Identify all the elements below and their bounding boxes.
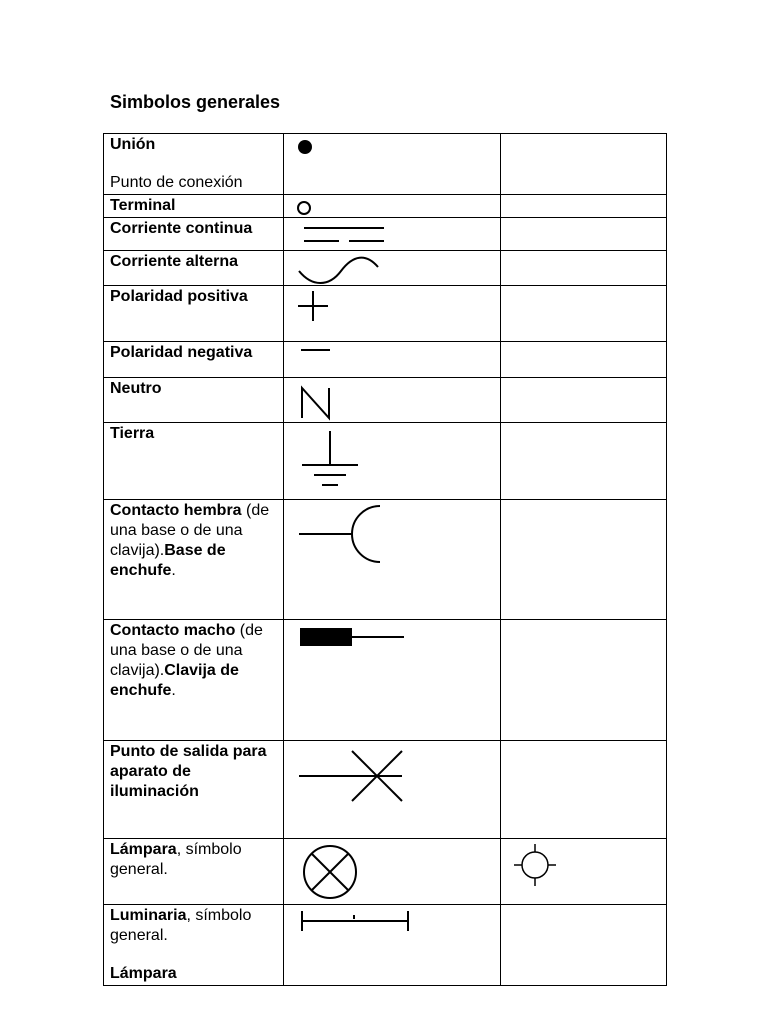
symbol-name: Luminaria — [110, 907, 187, 924]
luminaire-icon — [284, 905, 500, 986]
symbol-name-cell — [104, 741, 284, 839]
symbol-cell — [284, 620, 501, 741]
symbol-description: (de una base o de una clavija). — [110, 502, 270, 559]
symbol-name-cell — [104, 423, 284, 500]
female-contact-icon — [284, 500, 500, 620]
symbol-cell — [284, 741, 501, 839]
symbols-table — [103, 133, 667, 986]
symbol-cell — [284, 839, 501, 905]
table-row — [104, 839, 667, 905]
alt-symbol-cell — [501, 218, 667, 251]
symbol-name: Punto de salida para aparato de iluminación — [110, 743, 267, 800]
ground-icon — [284, 423, 500, 500]
table-row — [104, 342, 667, 378]
lighting-outlet-icon — [284, 741, 500, 839]
alt-symbol-cell — [501, 500, 667, 620]
page-title: Simbolos generales — [110, 92, 281, 112]
table-row — [104, 905, 667, 986]
symbol-name-cell — [104, 134, 284, 195]
symbol-name-cell — [104, 620, 284, 741]
symbol-name-cell — [104, 905, 284, 986]
filled-dot-icon — [284, 134, 500, 195]
symbol-name-cell — [104, 251, 284, 286]
symbol-cell — [284, 423, 501, 500]
symbol-name-cell — [104, 286, 284, 342]
alt-symbol-cell — [501, 134, 667, 195]
symbol-cell — [284, 134, 501, 195]
symbol-name-secondary: Lámpara — [110, 965, 177, 982]
table-row — [104, 195, 667, 218]
symbol-description: Punto de conexión — [110, 174, 243, 191]
symbol-cell — [284, 195, 501, 218]
symbol-name-cell — [104, 500, 284, 620]
symbol-name-cell — [104, 218, 284, 251]
table-row — [104, 620, 667, 741]
symbol-alias: Clavija de enchufe — [110, 662, 239, 699]
table-row — [104, 286, 667, 342]
table-row — [104, 251, 667, 286]
symbol-name-cell — [104, 839, 284, 905]
symbol-cell — [284, 342, 501, 378]
symbol-name: Terminal — [110, 197, 176, 214]
alt-symbol-cell — [501, 423, 667, 500]
alt-symbol-cell — [501, 251, 667, 286]
symbol-name: Tierra — [110, 425, 155, 442]
symbol-name: Contacto hembra — [110, 502, 242, 519]
symbol-name: Contacto macho — [110, 622, 236, 639]
symbol-name: Neutro — [110, 380, 162, 397]
table-row — [104, 134, 667, 195]
symbol-cell — [284, 251, 501, 286]
alt-symbol-cell — [501, 342, 667, 378]
table-row — [104, 378, 667, 423]
symbol-name: Polaridad positiva — [110, 288, 248, 305]
symbol-cell — [284, 218, 501, 251]
lamp-alt-icon — [501, 839, 666, 905]
symbol-name: Corriente alterna — [110, 253, 239, 270]
table-row — [104, 423, 667, 500]
alt-symbol-cell — [501, 839, 667, 905]
open-circle-icon — [284, 195, 500, 218]
alt-symbol-cell — [501, 905, 667, 986]
symbol-alias: Base de enchufe — [110, 542, 226, 579]
symbol-name-cell — [104, 195, 284, 218]
symbol-name: Polaridad negativa — [110, 344, 253, 361]
symbol-name: Corriente continua — [110, 220, 253, 237]
symbol-punct: . — [171, 562, 176, 579]
alt-symbol-cell — [501, 620, 667, 741]
symbol-cell — [284, 500, 501, 620]
neutral-n-icon — [284, 378, 500, 423]
alt-symbol-cell — [501, 195, 667, 218]
alternating-current-icon — [284, 251, 500, 286]
symbol-cell — [284, 905, 501, 986]
alt-symbol-cell — [501, 741, 667, 839]
symbol-description: , símbolo general. — [110, 907, 252, 944]
table-row — [104, 500, 667, 620]
table-row — [104, 741, 667, 839]
direct-current-icon — [284, 218, 500, 251]
plus-icon — [284, 286, 500, 342]
male-contact-icon — [284, 620, 500, 741]
alt-symbol-cell — [501, 378, 667, 423]
lamp-icon — [284, 839, 500, 905]
symbol-name: Unión — [110, 136, 156, 153]
alt-symbol-cell — [501, 286, 667, 342]
table-row — [104, 218, 667, 251]
symbol-description: , símbolo general. — [110, 841, 242, 878]
minus-icon — [284, 342, 500, 378]
symbol-cell — [284, 378, 501, 423]
symbol-name-cell — [104, 342, 284, 378]
symbol-name-cell — [104, 378, 284, 423]
symbol-description: (de una base o de una clavija). — [110, 622, 263, 679]
symbol-cell — [284, 286, 501, 342]
symbol-name: Lámpara — [110, 841, 177, 858]
symbol-punct: . — [171, 682, 176, 699]
